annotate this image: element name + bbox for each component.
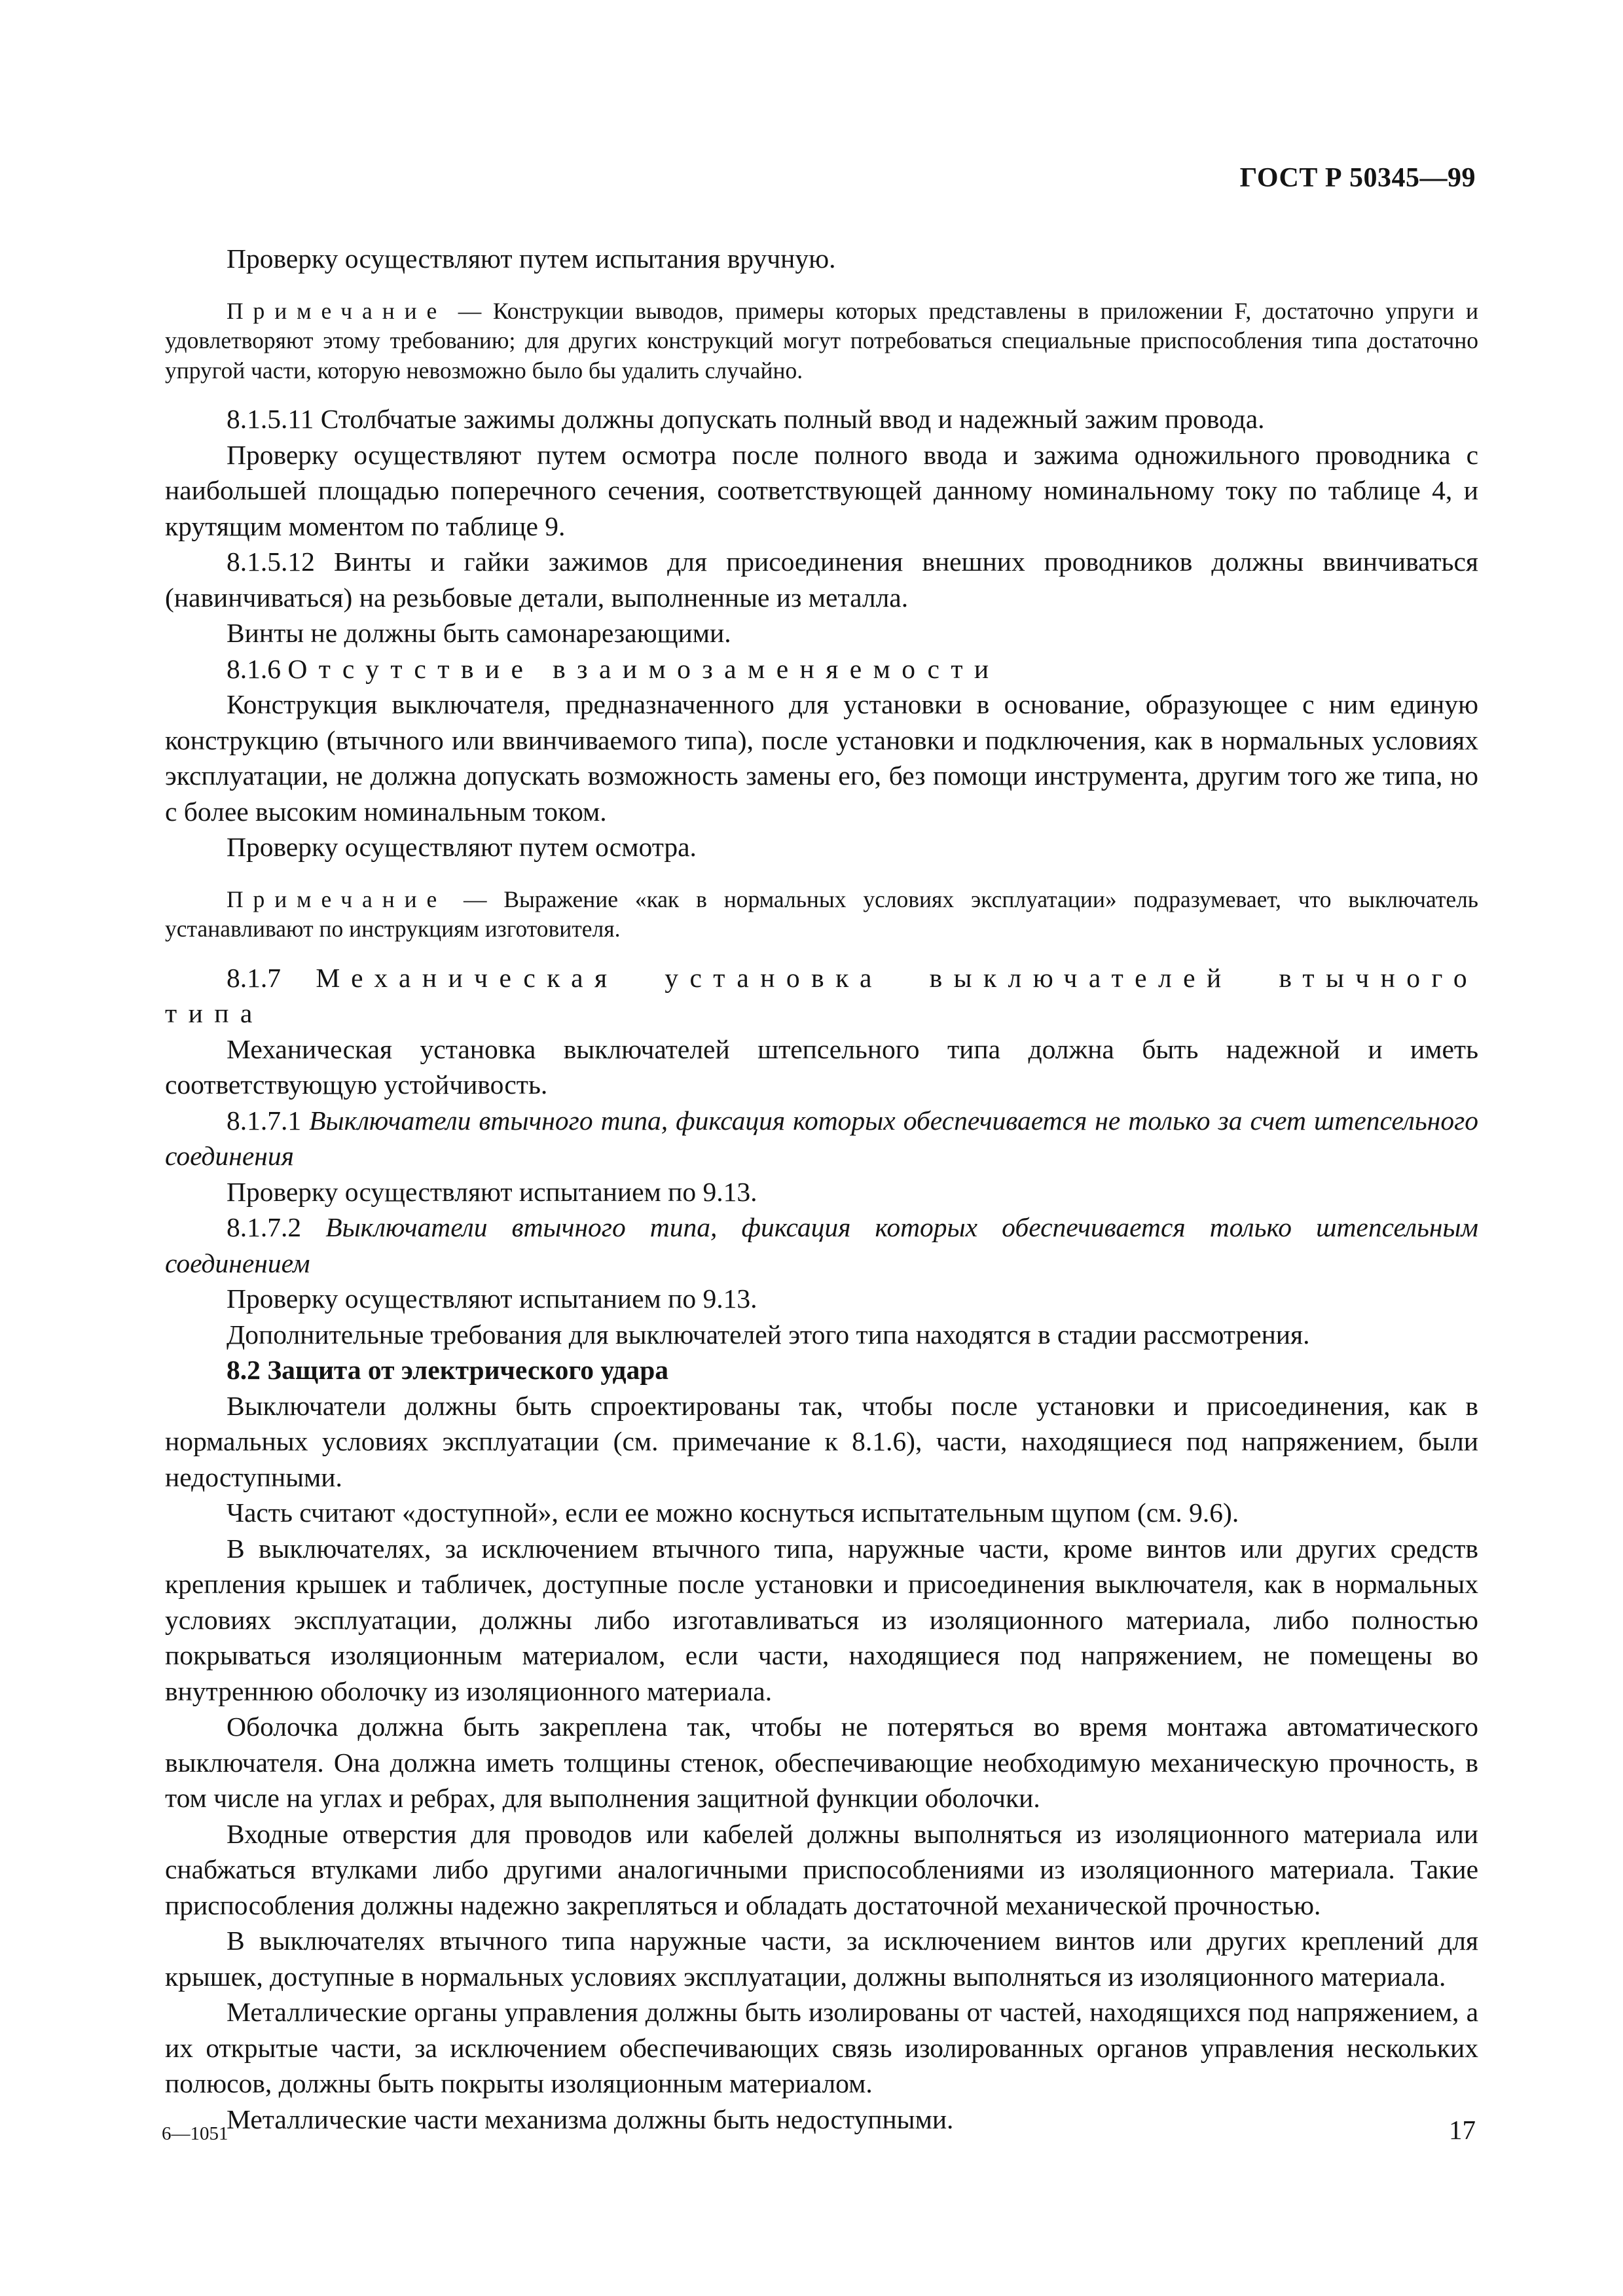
note-label: Примечание [227,297,447,324]
paragraph: Металлические части механизма должны быть недоступными. [227,2104,954,2134]
note-text: Выражение «как в нормальных условиях эксплуатации» подразумевает, что выключатель устанавливают по инструкциям изготовителя. [165,886,1479,942]
section-heading-8-1-6: 8.1.6 Отсутствие взаимозаменяемости [227,653,1000,684]
paragraph: Винты не должны быть самонарезающими. [227,618,731,648]
section-title: Отсутствие взаимозаменяемости [287,653,1000,684]
paragraph: 8.1.5.11 Столбчатые зажимы должны допускать полный ввод и надежный зажим провода. [227,404,1265,434]
subsection-8-1-7-2: 8.1.7.2 Выключатели втычного типа, фиксация которых обеспечивается только штепсельным соединением [165,1212,1479,1278]
note-text: Конструкции выводов, примеры которых представлены в приложении F, достаточно упруги и удовлетворяют этому требованию; для других конструкций могут потребоваться специальные приспособления типа достаточно упругой части, которую невозможно было бы удалить случайно. [165,297,1478,384]
note-2: Примечание — Выражение «как в нормальных условиях эксплуатации» подразумевает, что выключатель устанавливают по инструкциям изготовителя. [165,886,1479,942]
paragraph: Оболочка должна быть закреплена так, чтобы не потеряться во время монтажа автоматического выключателя. Она должна иметь толщины стенок, обеспечивающие необходимую механическую прочность, в том числе на углах и ребрах, для выполнения защитной функции оболочки. [165,1712,1478,1813]
paragraph: Проверку осуществляют путем испытания вручную. [227,243,836,274]
paragraph: Механическая установка выключателей штепсельного типа должна быть надежной и иметь соответствующую устойчивость. [165,1033,1478,1100]
section-heading-8-1-7: 8.1.7 Механическая установка выключателей втычного типа [165,962,1478,1028]
section-title: Механическая установка выключателей втычного типа [165,962,1478,1028]
document-header: ГОСТ Р 50345—99 [1239,163,1476,193]
page-number: 17 [1449,2115,1476,2145]
subsection-title: Выключатели втычного типа, фиксация которых обеспечивается только штепсельным соединением [165,1212,1479,1278]
subsection-title: Выключатели втычного типа, фиксация которых обеспечивается не только за счет штепсельного соединения [165,1105,1479,1171]
paragraph: Дополнительные требования для выключателей этого типа находятся в стадии рассмотрения. [227,1319,1310,1350]
subsection-8-1-7-1: 8.1.7.1 Выключатели втычного типа, фиксация которых обеспечивается не только за счет штепсельного соединения [165,1105,1479,1171]
paragraph: Проверку осуществляют испытанием по 9.13. [227,1176,757,1207]
paragraph: Проверку осуществляют испытанием по 9.13. [227,1283,757,1314]
paragraph: Выключатели должны быть спроектированы так, чтобы после установки и присоединения, как в нормальных условиях эксплуатации (см. примечание к 8.1.6), части, находящиеся под напряжением, были недоступными. [165,1390,1478,1492]
print-code: 6—1051 [162,2123,228,2144]
paragraph: Входные отверстия для проводов или кабелей должны выполняться из изоляционного материала или снабжаться втулками либо другими аналогичными приспособлениями из изоляционного материала. Такие приспособления должны надежно закрепляться и обладать достаточной механической прочностью. [165,1818,1478,1920]
page-body [165,241,1478,2137]
paragraph: В выключателях втычного типа наружные части, за исключением винтов или других креплений для крышек, доступные в нормальных условиях эксплуатации, должны выполняться из изоляционного материала. [165,1926,1478,1992]
note-1: Примечание — Конструкции выводов, примеры которых представлены в приложении F, достаточно упруги и удовлетворяют этому требованию; для других конструкций могут потребоваться специальные приспособления типа достаточно упругой части, которую невозможно было бы удалить случайно. [165,297,1478,384]
note-label: Примечание [227,886,447,912]
paragraph: Металлические органы управления должны быть изолированы от частей, находящихся под напряжением, а их открытые части, за исключением обеспечивающих связь изолированных органов управления нескольких полюсов, должны быть покрыты изоляционным материалом. [165,1997,1478,2098]
paragraph: Проверку осуществляют путем осмотра. [227,832,697,862]
section-heading-8-2: 8.2 Защита от электрического удара [227,1355,669,1385]
paragraph: Часть считают «доступной», если ее можно коснуться испытательным щупом (см. 9.6). [227,1498,1239,1528]
paragraph: 8.1.5.12 Винты и гайки зажимов для присоединения внешних проводников должны ввинчиваться (навинчиваться) на резьбовые детали, выполненные из металла. [165,547,1478,613]
paragraph: Проверку осуществляют путем осмотра после полного ввода и зажима одножильного проводника с наибольшей площадью поперечного сечения, соответствующей данному номинальному току по таблице 4, и крутящим моментом по таблице 9. [165,439,1478,541]
paragraph: В выключателях, за исключением втычного типа, наружные части, кроме винтов или других средств крепления крышек и табличек, доступные после установки и присоединения выключателя, как в нормальных условиях эксплуатации, должны либо изготавливаться из изоляционного материала, либо полностью покрываться изоляционным материалом, если части, находящиеся под напряжением, не помещены во внутреннюю оболочку из изоляционного материала. [165,1533,1478,1706]
paragraph: Конструкция выключателя, предназначенного для установки в основание, образующее с ним единую конструкцию (втычного или ввинчиваемого типа), после установки и подключения, как в нормальных условиях эксплуатации, не должна допускать возможность замены его, без помощи инструмента, другим того же типа, но с более высоким номинальным током. [165,689,1478,827]
